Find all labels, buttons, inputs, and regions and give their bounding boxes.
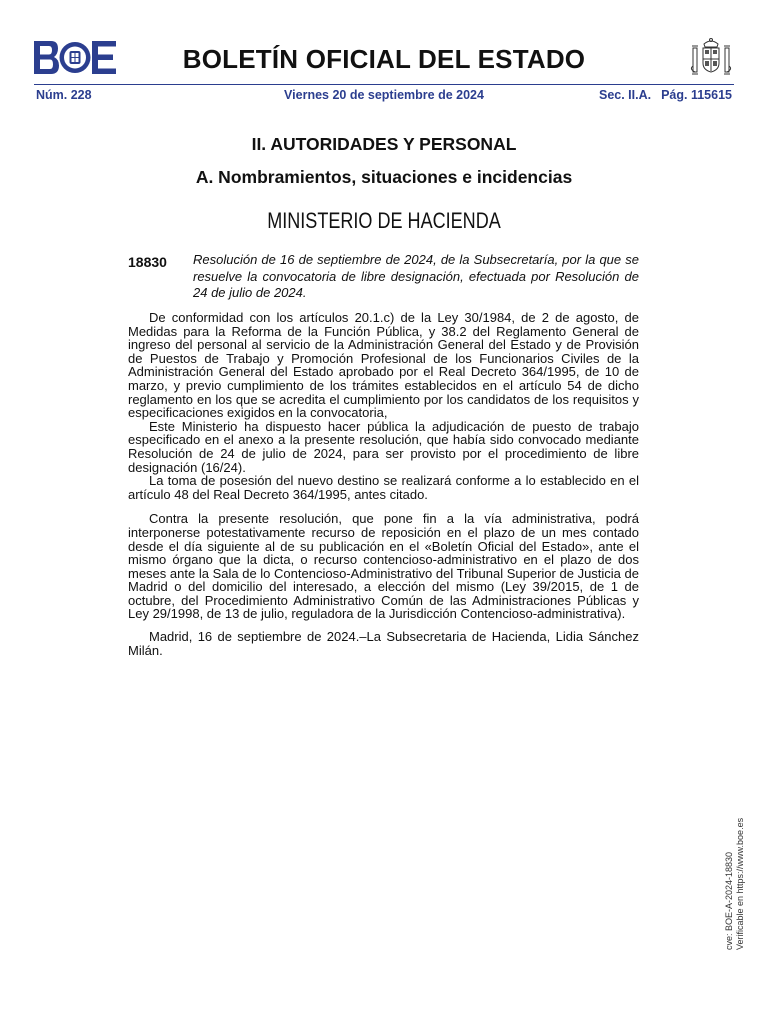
paragraph: Este Ministerio ha dispuesto hacer pública la adjudicación de puesto de trabajo especificado en el anexo a la presente resolución, que había sido convocado mediante Resolución de 24 de julio de 2024, para ser provisto por el procedimiento de libre designación (16/24). <box>128 418 639 475</box>
issue-date: Viernes 20 de septiembre de 2024 <box>284 88 484 102</box>
boe-logo <box>34 41 116 74</box>
issue-meta <box>36 88 732 104</box>
sub-heading: A. Nombramientos, situaciones e incidencias <box>195 167 573 187</box>
section-code: Sec. II.A. <box>598 88 652 102</box>
section-page <box>599 88 732 102</box>
paragraph: Contra la presente resolución, que pone fin a la vía administrativa, podrá interponerse potestativamente recurso de reposición en el plazo de un mes contado desde el día siguiente al de su publicación en el «Boletín Oficial del Estado», ante el mismo órgano que la dicta, o recurso contencioso-administrativo en el plazo de dos meses ante la Sala de lo Contencioso-Administrativo del Tribunal Superior de Justicia de Madrid o del domicilio del interesado, a elección del mismo (Ley 39/2015, de 1 de octubre, del Procedimiento Administrativo Común de las Administraciones Públicas y Ley 29/1998, de 13 de julio, reguladora de la Jurisdicción Contencioso-administrativa). <box>128 511 639 622</box>
paragraph: La toma de posesión del nuevo destino se realizará conforme a lo establecido en el artículo 48 del Real Decreto 364/1995, antes citado. <box>128 473 639 502</box>
coat-of-arms-icon <box>689 36 733 80</box>
signature-paragraph: Madrid, 16 de septiembre de 2024.–La Subsecretaria de Hacienda, Lidia Sánchez Milán. <box>128 629 639 658</box>
document-summary: Resolución de 16 de septiembre de 2024, de la Subsecretaría, por la que se resuelve la convocatoria de libre designación, efectuada por Resolución de 24 de julio de 2024. <box>193 252 639 300</box>
verify-link: Verificable en https://www.boe.es <box>735 817 745 950</box>
document-body <box>128 311 639 657</box>
page-number: Pág. 115615 <box>661 88 732 102</box>
document-number: 18830 <box>128 254 167 270</box>
paragraph: De conformidad con los artículos 20.1.c) de la Ley 30/1984, de 2 de agosto, de Medidas para la Reforma de la Función Pública, y 38.2 del Reglamento General de ingreso del personal al servicio de la Administración General del Estado y de Provisión de Puestos de Trabajo y Promoción Profesional de los Funcionarios Civiles de la Administración General del Estado aprobado por el Real Decreto 364/1995, de 10 de marzo, y previo cumplimiento de los trámites establecidos en el artículo 54 de dicho reglamento en los que se acredita el cumplimiento por los candidatos de los requisitos y especificaciones exigidos en la convocatoria, <box>128 310 639 421</box>
ministry-name: MINISTERIO DE HACIENDA <box>267 208 501 233</box>
cve-code: cve: BOE-A-2024-18830 <box>724 851 734 950</box>
issue-number: Núm. 228 <box>36 88 92 102</box>
header-rule <box>34 84 734 85</box>
margin-note <box>724 818 746 950</box>
masthead-title: BOLETÍN OFICIAL DEL ESTADO <box>182 44 586 74</box>
section-heading: II. AUTORIDADES Y PERSONAL <box>251 134 517 154</box>
